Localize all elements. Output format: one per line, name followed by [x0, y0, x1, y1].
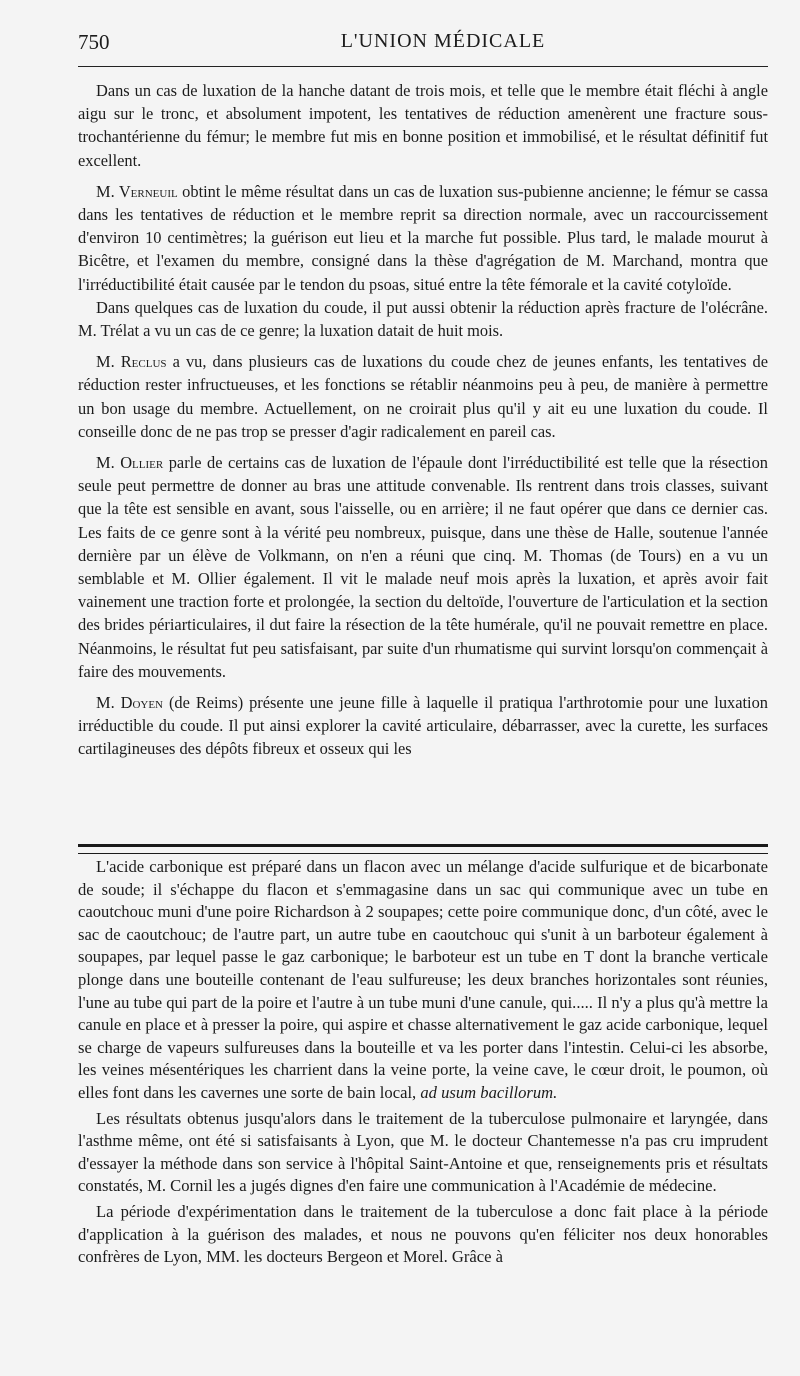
paragraph-text: L'acide carbonique est préparé dans un flacon avec un mélange d'acide sulfurique et de bicarbonate de soude; il s'échappe du flacon et s'emmagasine dans un sac qui communique avec un tube en caoutchouc muni d'une poire Richardson à 2 soupapes; cette poire communique donc, d'un côté, avec le sac de caoutchouc; de l'autre part, un autre tube en caoutchouc qui s'unit à un barboteur également à soupapes, par lequel passe le gaz carbonique; le barboteur est un tube en T dont la branche verticale plonge dans une bouteille contenant de l'eau sulfureuse; les deux branches horizontales sont réunies, l'une au tube qui part de la poire et l'autre à un tube muni d'une canule, qui..... Il n'y a plus qu'à mettre la canule en place et à presser la poire, qui aspire et chasse alternativement le gaz acide carbonique, lequel se charge de vapeurs sulfureuses dans la bouteille et va les porter dans l'intestin. Celui-ci les absorbe, les veines mésentériques les charrient dans la veine porte, la veine cave, le cœur droit, le poumon, où elles font dans les cavernes une sorte de bain local, [78, 857, 769, 1102]
paragraph: Les résultats obtenus jusqu'alors dans le traitement de la tuberculose pulmonaire et laryngée, dans l'asthme même, ont été si satisfaisants à Lyon, que M. le docteur Chantemesse n'a pas cru imprudent d'essayer la méthode dans son service à l'hôpital Saint-Antoine et que, renseignements pris et résultats constatés, M. Cornil les a jugés dignes d'en faire une communication à l'Académie de médecine. [78, 1108, 768, 1196]
paragraph-text: parle de certains cas de luxation de l'épaule dont l'irréductibilité est telle que la résection seule peut permettre de donner au bras une attitude convenable. Ils rentrent dans trois classes, suivant que la tête est sensible en avant, sous l'aisselle, ou en arrière; il ne faut opérer que dans ce dernier cas. Les faits de ce genre sont à la vérité peu nombreux, puisque, dans une thèse de Halle, soutenue l'année dernière par un élève de Volkmann, on n'en a réuni que cinq. M. Thomas (de Tours) en a vu un semblable et M. Ollier également. Il vit le malade neuf mois après la luxation, et après avoir fait vainement une traction forte et prolongée, la section du deltoïde, l'ouverture de l'articulation et la section des brides périarticulaires, il dut faire la résection de la tête humérale, qu'il ne pouvait remettre en place. Néanmoins, le résultat fut peu satisfaisant, par suite d'un rhumatisme qui survint lorsqu'on commençait à faire des mouvements. [78, 453, 769, 681]
paragraph: La période d'expérimentation dans le traitement de la tuberculose a donc fait place à la période d'application à la guérison des malades, et nous ne pouvons qu'en féliciter nos deux honorables confrères de Lyon, MM. les docteurs Bergeon et Morel. Grâce à [78, 1201, 768, 1267]
paragraph [78, 451, 768, 683]
feuilleton-body [78, 856, 768, 1269]
paragraph [78, 180, 768, 296]
speaker-name: M. Ollier [96, 453, 164, 473]
feuilleton-divider [78, 844, 768, 854]
paragraph [78, 856, 768, 1105]
page-header [78, 30, 768, 60]
paragraph [78, 691, 768, 761]
speaker-name: M. Doyen [96, 693, 164, 713]
paragraph: Dans quelques cas de luxation du coude, il put aussi obtenir la réduction après fracture de l'olécrâne. M. Trélat a vu un cas de ce genre; la luxation datait de huit mois. [78, 297, 768, 341]
page-number: 750 [78, 30, 110, 54]
speaker-name: M. Verneuil [96, 181, 178, 201]
paragraph-text: a vu, dans plusieurs cas de luxations du coude chez de jeunes enfants, les tentatives de réduction rester infructueuses, et les fonctions se rétablir néanmoins peu à peu, de manière à permettre un bon usage du membre. Actuellement, on ne croirait plus qu'il y ait eu une luxation du coude. Il conseille donc de ne pas trop se presser d'agir radicalement en pareil cas. [78, 352, 768, 441]
latin-phrase: ad usum bacillorum. [420, 1082, 558, 1102]
paragraph-text: (de Reims) présente une jeune fille à laquelle il pratiqua l'arthrotomie pour une luxation irréductible du coude. Il put ainsi explorer la cavité articulaire, débarrasser, avec la curette, les surfaces cartilagineuses des dépôts fibreux et osseux qui les [78, 693, 768, 759]
paragraph [78, 350, 768, 443]
running-title: L'UNION MÉDICALE [340, 30, 546, 52]
header-rule [78, 66, 768, 67]
paragraph-text: obtint le même résultat dans un cas de luxation sus-pubienne ancienne; le fémur se cassa dans les tentatives de réduction et le membre reprit sa direction normale, avec un raccourcissement d'environ 10 centimètres; la guérison eut lieu et la marche fut possible. Plus tard, le malade mourut à Bicêtre, et l'examen du membre, consigné dans la thèse d'agrégation de M. Marchand, montra que l'irréductibilité était causée par le tendon du psoas, situé entre la tête fémorale et la cavité cotyloïde. [78, 181, 768, 294]
speaker-name: M. Reclus [96, 352, 167, 372]
article-body [78, 79, 768, 761]
paragraph: Dans un cas de luxation de la hanche datant de trois mois, et telle que le membre était fléchi à angle aigu sur le tronc, et absolument impotent, les tentatives de réduction amenèrent une fracture sous-trochantérienne du fémur; le membre fut mis en bonne position et immobilisé, et le résultat définitif fut excellent. [78, 81, 768, 170]
